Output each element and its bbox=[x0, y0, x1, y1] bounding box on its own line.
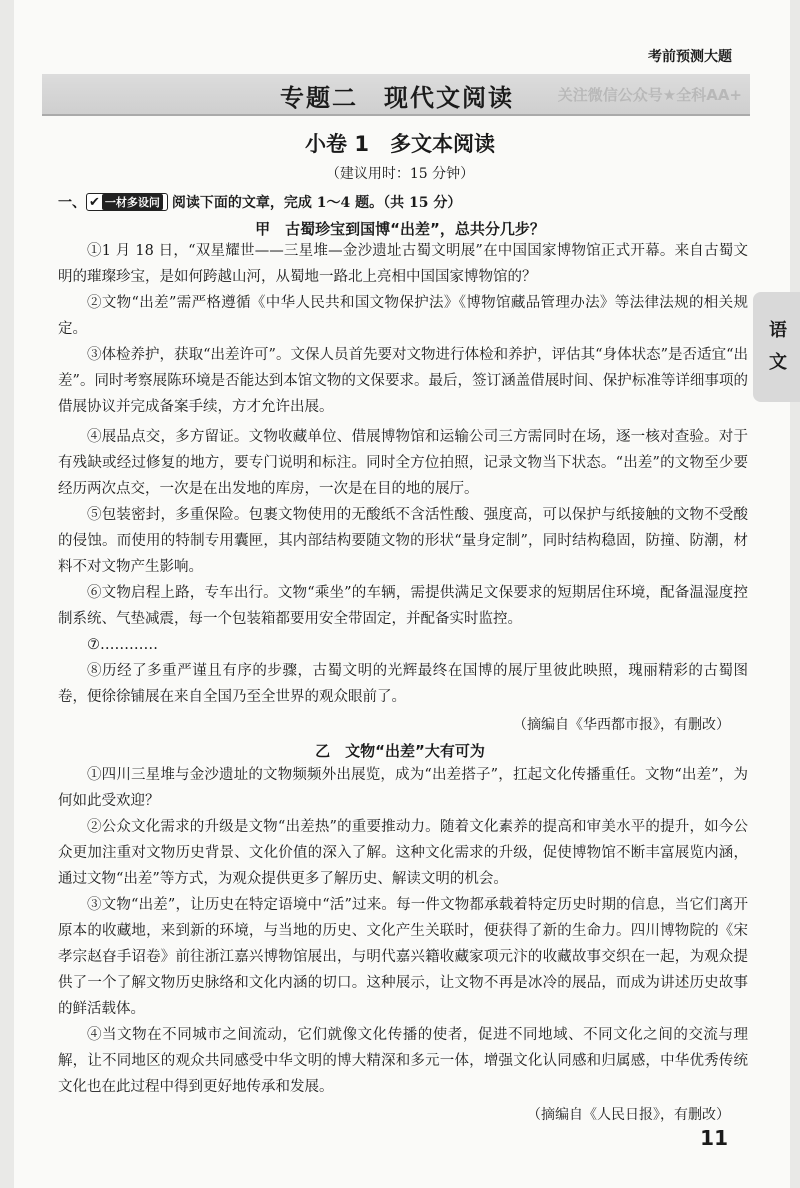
article-a-paragraph-7: ⑦………… bbox=[87, 637, 158, 653]
article-b-paragraph-1: ①四川三星堆与金沙遗址的文物频频外出展览，成为“出差搭子”，扛起文化传播重任。文物“出差”，为何如此受欢迎？ bbox=[58, 767, 748, 809]
checkmark-icon: ✔ bbox=[89, 194, 100, 210]
article-a-paragraph-8: ⑧历经了多重严谨且有序的步骤，古蜀文明的光辉最终在国博的展厅里彼此映照，瑰丽精彩的古蜀图卷，便徐徐铺展在来自全国乃至全世界的观众眼前了。 bbox=[58, 663, 748, 705]
section-subtitle: 小卷 1 多文本阅读 bbox=[305, 132, 495, 156]
watermark-text: 关注微信公众号★全科AA+ bbox=[557, 86, 742, 104]
article-a-paragraph-3: ③体检养护，获取“出差许可”。文保人员首先要对文物进行体检和养护，评估其“身体状态”是否适宜“出差”。同时考察展陈环境是否能达到本馆文物的文保要求。最后，签订涵盖借展时间、保护标准等详细事项的借展协议并完成备案手续，方才允许出展。 bbox=[58, 347, 748, 415]
article-a-source: （摘编自《华西都市报》，有删改） bbox=[513, 717, 730, 733]
article-a-paragraph-6: ⑥文物启程上路，专车出行。文物“乘坐”的车辆，需提供满足文保要求的短期居住环境，配备温湿度控制系统、气垫减震，每一个包装箱都要用安全带固定，并配备实时监控。 bbox=[58, 585, 748, 627]
question-number: 一、 bbox=[58, 195, 86, 211]
topic-name: 现代文阅读 bbox=[384, 84, 514, 112]
article-a-paragraph-2: ②文物“出差”需严格遵循《中华人民共和国文物保护法》《博物馆藏品管理办法》等法律法规的相关规定。 bbox=[58, 295, 748, 337]
page-number: 11 bbox=[700, 1126, 728, 1150]
top-label: 考前预测大题 bbox=[648, 49, 732, 65]
question-instruction-line bbox=[58, 192, 461, 212]
article-a-title: 甲 古蜀珍宝到国博“出差”，总共分几步？ bbox=[255, 220, 545, 238]
topic-header-bar bbox=[42, 74, 750, 116]
article-a-paragraph-4: ④展品点交，多方留证。文物收藏单位、借展博物馆和运输公司三方需同时在场，逐一核对查验。对于有残缺或经过修复的地方，要专门说明和标注。同时全方位拍照，记录文物当下状态。“出差”的文物至少要经历两次点交，一次是在出发地的库房，一次是在目的地的展厅。 bbox=[58, 429, 748, 497]
article-a-paragraph-1: ①1 月 18 日，“双星耀世——三星堆—金沙遗址古蜀文明展”在中国国家博物馆正式开幕。来自古蜀文明的璀璨珍宝，是如何跨越山河，从蜀地一路北上亮相中国国家博物馆的？ bbox=[58, 243, 748, 285]
topic-title bbox=[280, 78, 514, 113]
article-b-paragraph-2: ②公众文化需求的升级是文物“出差热”的重要推动力。随着文化素养的提高和审美水平的提升，如今公众更加注重对文物历史背景、文化价值的深入了解。这种文化需求的升级，促使博物馆不断丰富展览内涵，通过文物“出差”等方式，为观众提供更多了解历史、解读文明的机会。 bbox=[58, 819, 748, 887]
article-b-paragraph-3: ③文物“出差”，让历史在特定语境中“活”过来。每一件文物都承载着特定历史时期的信息，当它们离开原本的收藏地，来到新的环境，与当地的历史、文化产生关联时，便获得了新的生命力。四川博物院的《宋孝宗赵昚手诏卷》前往浙江嘉兴博物馆展出，与明代嘉兴籍收藏家项元汴的收藏故事交织在一起，为观众提供了一个了解文物历史脉络和文化内涵的切口。这种展示，让文物不再是冰冷的展品，而成为讲述历史故事的鲜活载体。 bbox=[58, 897, 748, 1017]
question-badge bbox=[86, 193, 168, 211]
topic-number: 专题二 bbox=[280, 84, 358, 112]
article-b-source: （摘编自《人民日报》，有删改） bbox=[527, 1107, 730, 1123]
article-a-paragraph-5: ⑤包装密封，多重保险。包裹文物使用的无酸纸不含活性酸、强度高，可以保护与纸接触的文物不受酸的侵蚀。而使用的特制专用囊匣，其内部结构要随文物的形状“量身定制”，同时结构稳固，防撞、防潮，材料不对文物产生影响。 bbox=[58, 507, 748, 575]
subject-side-tab: 语文 bbox=[753, 292, 800, 402]
question-instruction: 阅读下面的文章，完成 1～4 题。（共 15 分） bbox=[171, 195, 462, 211]
article-b-paragraph-4: ④当文物在不同城市之间流动，它们就像文化传播的使者，促进不同地域、不同文化之间的交流与理解，让不同地区的观众共同感受中华文明的博大精深和多元一体，增强文化认同感和归属感，中华优秀传统文化也在此过程中得到更好地传承和发展。 bbox=[58, 1027, 748, 1095]
time-note: （建议用时：15 分钟） bbox=[325, 166, 475, 182]
article-b-title: 乙 文物“出差”大有可为 bbox=[315, 742, 485, 760]
badge-label: 一材多设问 bbox=[102, 194, 163, 210]
